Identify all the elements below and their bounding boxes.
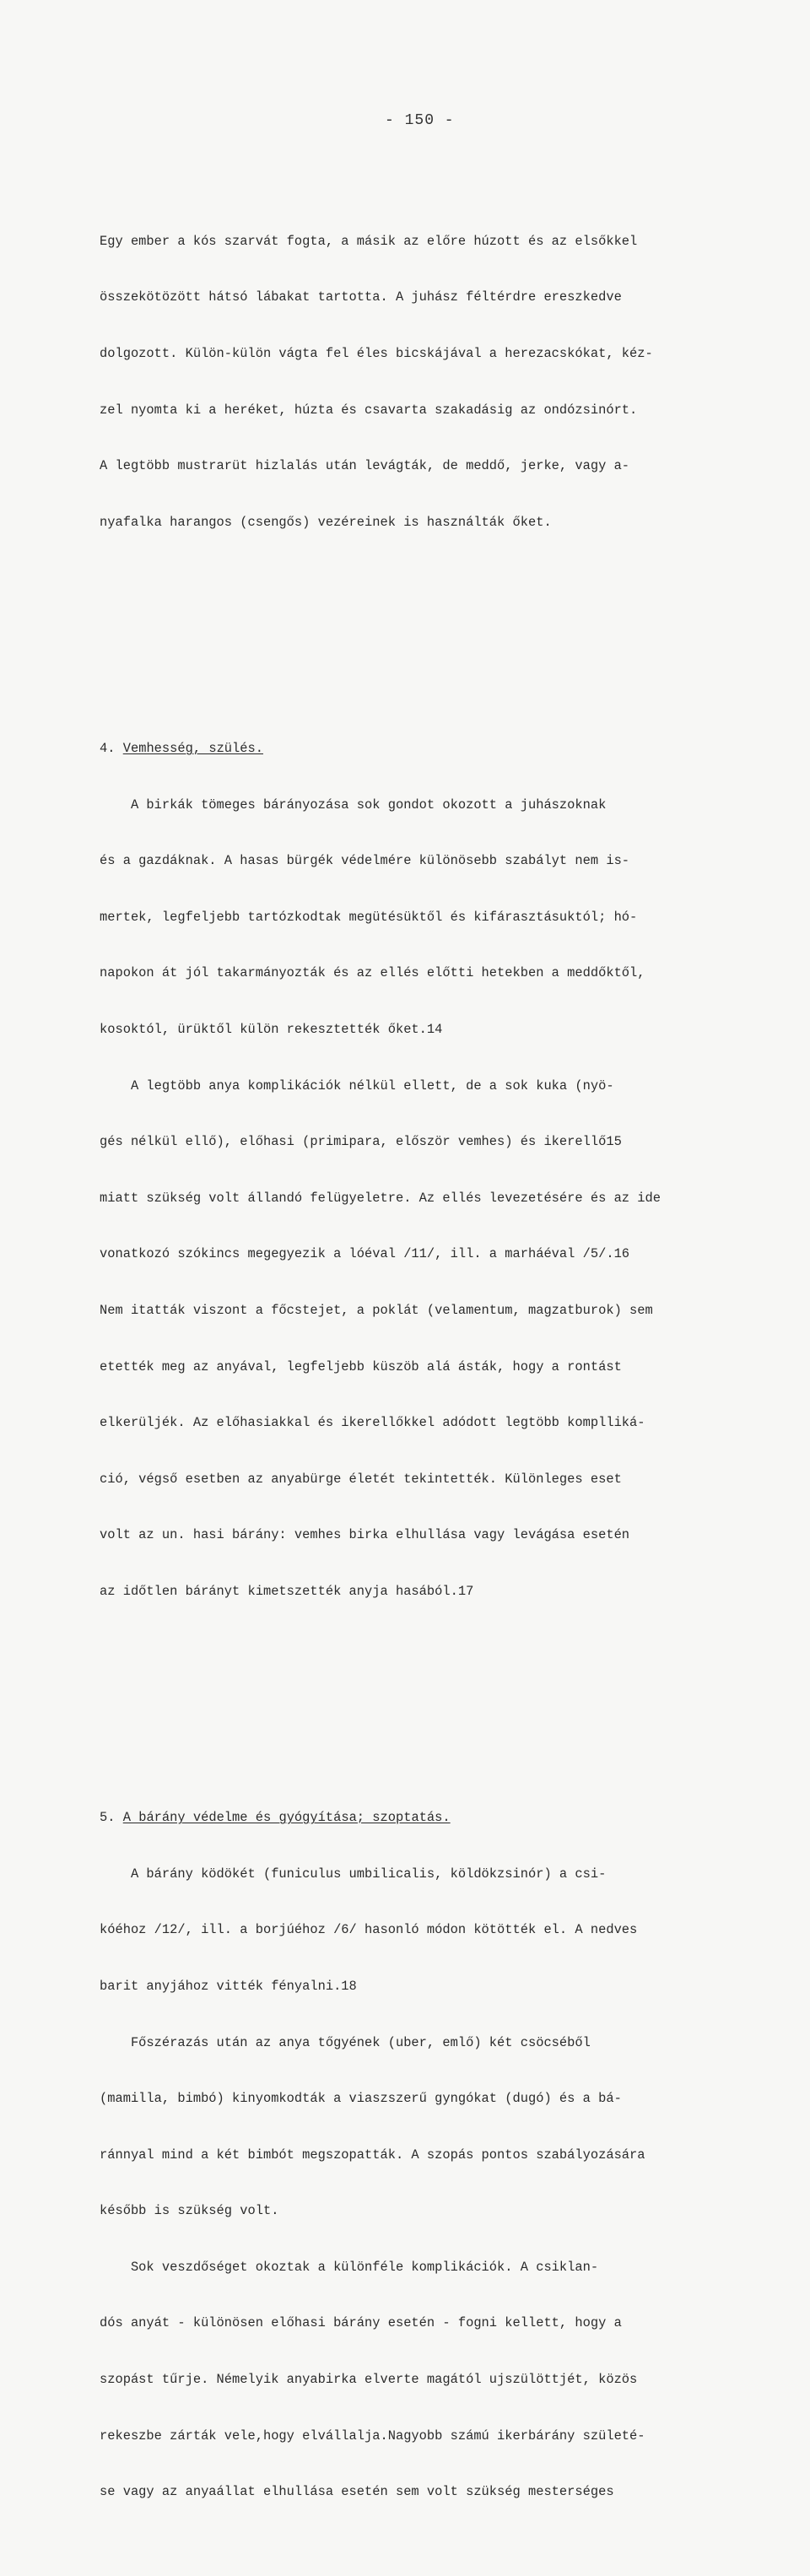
text-line: összekötözött hátsó lábakat tartotta. A juhász féltérdre ereszkedve <box>100 289 622 305</box>
section-4-title: Vemhesség, szülés. <box>122 741 263 756</box>
section-5-number: 5. <box>100 1810 116 1826</box>
section-4 <box>100 702 758 1639</box>
text-line: Főszérazás után az anya tőgyének (uber, emlő) két csöcséből <box>100 2034 591 2050</box>
text-line: rekeszbe zárták vele,hogy elvállalja.Nagyobb számú ikerbárány születé- <box>100 2427 645 2444</box>
text-line: etették meg az anyával, legfeljebb küszöb alá ásták, hogy a rontást <box>100 1358 622 1374</box>
text-line: később is szükség volt. <box>100 2203 279 2219</box>
page-body <box>100 157 758 2576</box>
text-line: elkerüljék. Az előhasiakkal és ikerellőkkel adódott legtöbb komplliká- <box>100 1415 645 1431</box>
section-5 <box>100 1771 758 2539</box>
text-line: Egy ember a kós szarvát fogta, a másik az előre húzott és az elsőkkel <box>100 233 638 249</box>
text-line: barit anyjához vitték fényalni.18 <box>100 1978 357 1994</box>
text-line: az időtlen bárányt kimetszették anyja hasából.17 <box>100 1583 474 1599</box>
text-line: A bárány ködökét (funiculus umbilicalis, köldökzsinór) a csi- <box>100 1866 607 1882</box>
text-line: A legtöbb anya komplikációk nélkül ellett, de a sok kuka (nyö- <box>100 1077 614 1094</box>
text-line: kóéhoz /12/, ill. a borjúéhoz /6/ hasonló módon kötötték el. A nedves <box>100 1922 638 1938</box>
text-line: miatt szükség volt állandó felügyeletre. Az ellés levezetésére és az ide <box>100 1190 661 1206</box>
text-line: nyafalka harangos (csengős) vezéreinek is használták őket. <box>100 514 552 530</box>
text-line: mertek, legfeljebb tartózkodtak megütésüktől és kifárasztásuktól; hó- <box>100 909 638 925</box>
section-4-heading <box>100 739 758 758</box>
text-line: (mamilla, bimbó) kinyomkodták a viaszszerű gyngókat (dugó) és a bá- <box>100 2091 622 2107</box>
text-line: dós anyát - különösen előhasi bárány esetén - fogni kellett, hogy a <box>100 2315 622 2331</box>
text-line: ció, végső esetben az anyabürge életét tekintették. Különleges eset <box>100 1471 622 1487</box>
text-line: Nem itatták viszont a főcstejet, a poklát (velamentum, magzatburok) sem <box>100 1302 653 1318</box>
text-line: dolgozott. Külön-külön vágta fel éles bicskájával a herezacskókat, kéz- <box>100 346 653 361</box>
section-5-title: A bárány védelme és gyógyítása; szoptatás. <box>122 1810 451 1826</box>
section-4-number: 4. <box>100 741 116 756</box>
text-line: kosoktól, ürüktől külön rekesztették őket.14 <box>100 1021 443 1037</box>
text-line: gés nélkül ellő), előhasi (primipara, először vemhes) és ikerellő15 <box>100 1134 622 1150</box>
text-line: ránnyal mind a két bimbót megszopatták. A szopás pontos szabályozására <box>100 2147 645 2163</box>
text-line: volt az un. hasi bárány: vemhes birka elhullása vagy levágása esetén <box>100 1527 630 1543</box>
section-5-heading <box>100 1808 758 1827</box>
text-line: A birkák tömeges bárányozása sok gondot okozott a juhászoknak <box>100 797 607 813</box>
text-line: Sok veszdőséget okoztak a különféle komplikációk. A csiklan- <box>100 2259 599 2275</box>
page-number: - 150 - <box>385 112 455 129</box>
text-line: A legtöbb mustrarüt hizlalás után levágták, de meddő, jerke, vagy a- <box>100 458 630 474</box>
section-3-tail <box>100 194 758 569</box>
text-line: és a gazdáknak. A hasas bürgék védelmére különösebb szabályt nem is- <box>100 853 630 869</box>
text-line: se vagy az anyaállat elhullása esetén sem volt szükség mesterséges <box>100 2484 614 2500</box>
text-line: napokon át jól takarmányozták és az ellés előtti hetekben a meddőktől, <box>100 965 645 981</box>
text-line: szopást tűrje. Némelyik anyabirka elverte magától ujszülöttjét, közös <box>100 2372 638 2388</box>
text-line: zel nyomta ki a heréket, húzta és csavarta szakadásig az ondózsinórt. <box>100 402 638 418</box>
text-line: vonatkozó szókincs megegyezik a lóéval /11/, ill. a marháéval /5/.16 <box>100 1246 630 1262</box>
